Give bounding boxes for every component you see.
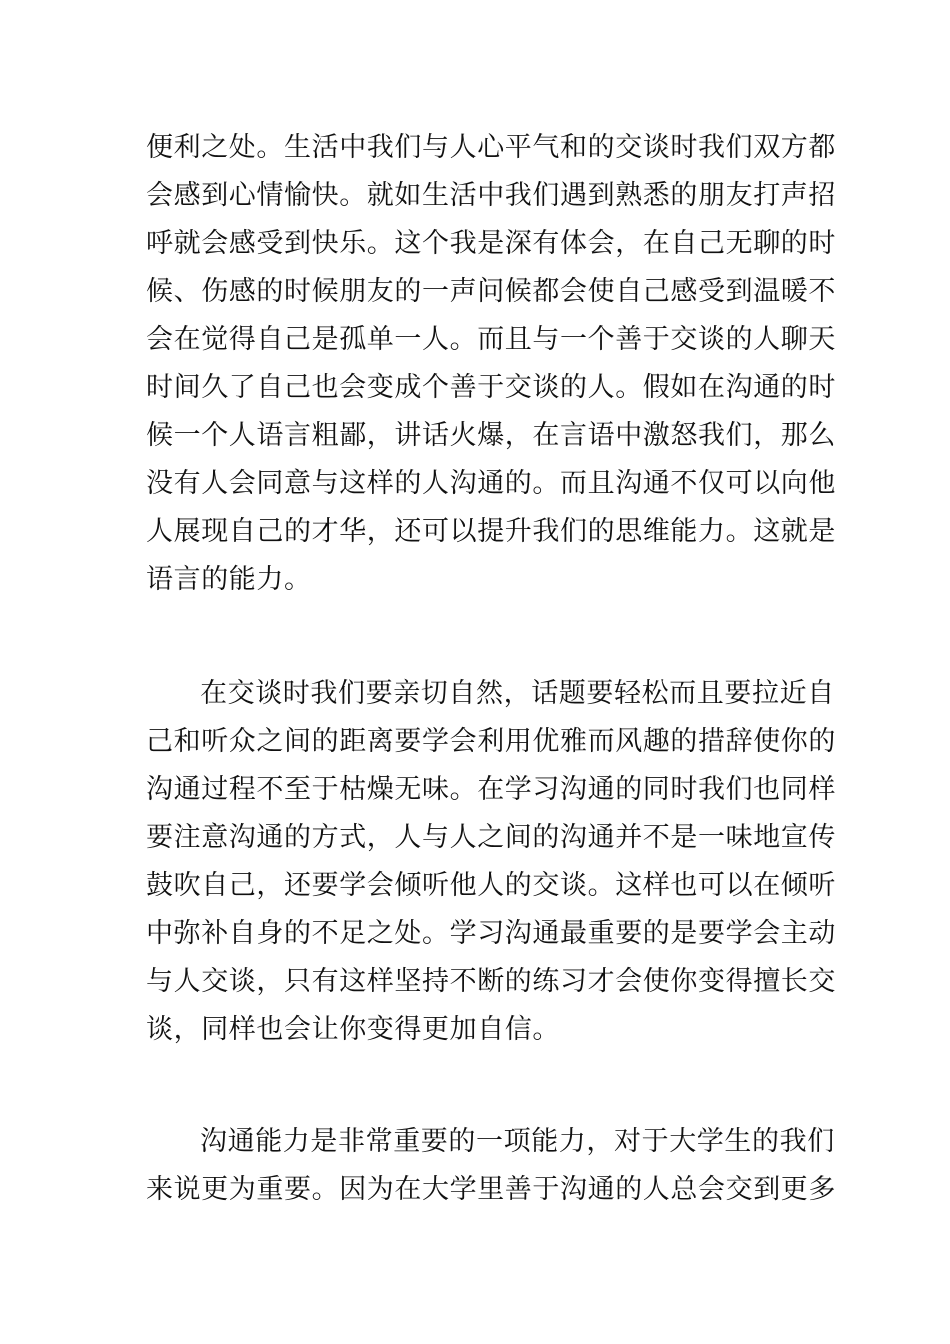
paragraph-line: 与人交谈，只有这样坚持不断的练习才会使你变得擅长交: [146, 966, 836, 997]
paragraph-line: 没有人会同意与这样的人沟通的。而且沟通不仅可以向他: [146, 468, 836, 499]
paragraph-line: 己和听众之间的距离要学会利用优雅而风趣的措辞使你的: [146, 726, 836, 757]
paragraph-line: 谈，同样也会让你变得更加自信。: [146, 1014, 560, 1045]
paragraph-line: 中弥补自身的不足之处。学习沟通最重要的是要学会主动: [146, 918, 836, 949]
paragraph-line: 在交谈时我们要亲切自然，话题要轻松而且要拉近自: [200, 678, 835, 709]
paragraph-line: 沟通能力是非常重要的一项能力，对于大学生的我们: [200, 1126, 835, 1157]
paragraph-line: 语言的能力。: [146, 564, 312, 595]
paragraph-1: [146, 124, 836, 604]
paragraph-line: 会感到心情愉快。就如生活中我们遇到熟悉的朋友打声招: [146, 180, 836, 211]
paragraph-line: 候、伤感的时候朋友的一声问候都会使自己感受到温暖不: [146, 276, 836, 307]
paragraph-line: 便利之处。生活中我们与人心平气和的交谈时我们双方都: [146, 132, 836, 163]
paragraph-line: 来说更为重要。因为在大学里善于沟通的人总会交到更多: [146, 1174, 836, 1205]
paragraph-line: 会在觉得自己是孤单一人。而且与一个善于交谈的人聊天: [146, 324, 836, 355]
paragraph-line: 人展现自己的才华，还可以提升我们的思维能力。这就是: [146, 516, 836, 547]
paragraph-line: 鼓吹自己，还要学会倾听他人的交谈。这样也可以在倾听: [146, 870, 836, 901]
paragraph-2: [146, 670, 836, 1054]
paragraph-3: [146, 1118, 836, 1214]
paragraph-line: 沟通过程不至于枯燥无味。在学习沟通的同时我们也同样: [146, 774, 836, 805]
paragraph-line: 候一个人语言粗鄙，讲话火爆，在言语中激怒我们，那么: [146, 420, 836, 451]
paragraph-line: 呼就会感受到快乐。这个我是深有体会，在自己无聊的时: [146, 228, 836, 259]
paragraph-line: 时间久了自己也会变成个善于交谈的人。假如在沟通的时: [146, 372, 836, 403]
paragraph-line: 要注意沟通的方式，人与人之间的沟通并不是一味地宣传: [146, 822, 836, 853]
